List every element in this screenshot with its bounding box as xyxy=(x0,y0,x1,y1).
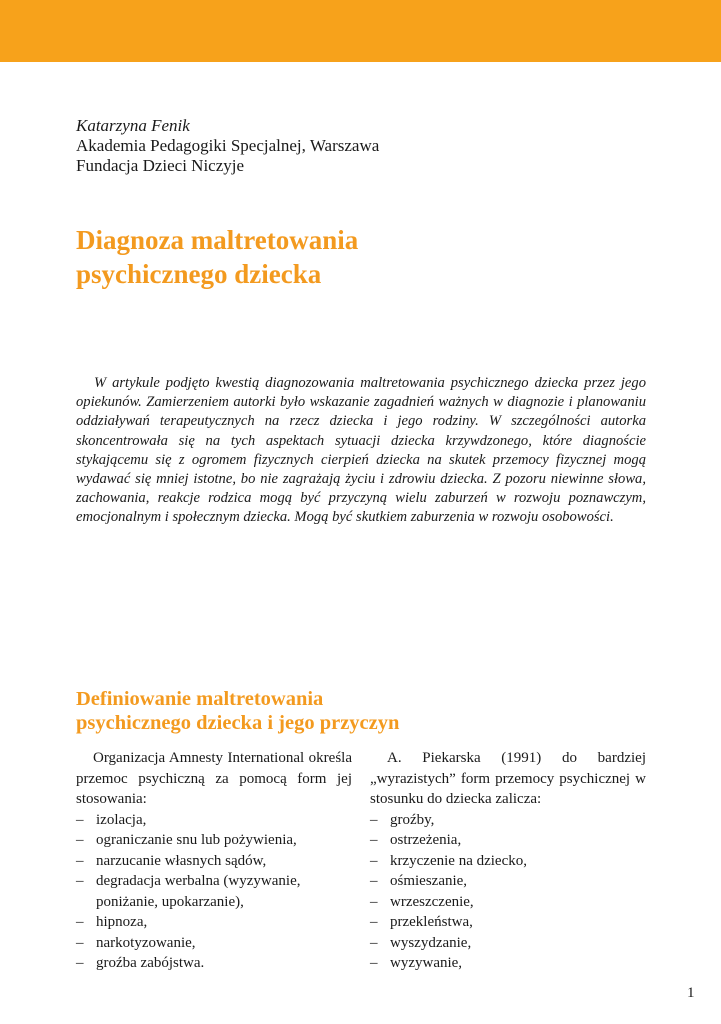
right-column-intro: A. Piekarska (1991) do bardziej „wyrazistych” form przemocy psychicznej w stosunku do dziecka zalicza: xyxy=(370,750,646,807)
list-item: – groźba zabójstwa. xyxy=(76,953,352,974)
author-affiliation-academy: Akademia Pedagogiki Specjalnej, Warszawa xyxy=(76,136,380,155)
list-item: – narzucanie własnych sądów, xyxy=(76,851,352,872)
right-column xyxy=(370,748,646,974)
article-title-line-1: Diagnoza maltretowania xyxy=(76,225,359,255)
author-affiliation-foundation: Fundacja Dzieci Niczyje xyxy=(76,156,245,175)
left-column-list xyxy=(76,810,352,974)
header-color-bar xyxy=(0,0,721,62)
abstract-paragraph: W artykule podjęto kwestią diagnozowania maltretowania psychicznego dziecka przez jego opiekunów. Zamierzeniem autorki było wskazanie zagadnień ważnych w diagnozie i planowaniu oddziaływań terapeutycznych na rzecz dziecka i jego rodziny. W szczególności autorka skoncentrowała się na tych aspektach sytuacji dziecka krzywdzonego, które diagnoście stykającemu się z ogromem fizycznych cierpień dziecka na skutek przemocy fizycznej mogą wydawać się mniej istotne, bo nie zagrażają życiu i zdrowiu dziecka. Z pozoru niewinne słowa, zachowania, reakcje rodzica mogą być przyczyną wielu zaburzeń w rozwoju poznawczym, emocjonalnym i społecznym dziecka. Mogą być skutkiem zaburzenia w rozwoju osobowości. xyxy=(76,375,646,526)
list-item: – wrzeszczenie, xyxy=(370,892,646,913)
section-heading-line-1: Definiowanie maltretowania xyxy=(76,688,324,710)
section-heading-line-2: psychicznego dziecka i jego przyczyn xyxy=(76,712,400,734)
page-number: 1 xyxy=(687,985,695,1001)
list-item: – groźby, xyxy=(370,810,646,831)
list-item: – izolacja, xyxy=(76,810,352,831)
section-heading xyxy=(76,687,399,735)
author-name: Katarzyna Fenik xyxy=(76,116,190,135)
article-title xyxy=(76,223,358,291)
list-item: – ostrzeżenia, xyxy=(370,830,646,851)
list-item: – narkotyzowanie, xyxy=(76,933,352,954)
list-item: – przekleństwa, xyxy=(370,912,646,933)
list-item: – wyzywanie, xyxy=(370,953,646,974)
left-column xyxy=(76,748,352,974)
list-item: – krzyczenie na dziecko, xyxy=(370,851,646,872)
author-block xyxy=(76,116,379,176)
list-item: – wyszydzanie, xyxy=(370,933,646,954)
list-item: – degradacja werbalna (wyzywanie, poniżanie, upokarzanie), xyxy=(76,871,352,912)
list-item: – ośmieszanie, xyxy=(370,871,646,892)
list-item: – hipnoza, xyxy=(76,912,352,933)
right-column-list xyxy=(370,810,646,974)
list-item: – ograniczanie snu lub pożywienia, xyxy=(76,830,352,851)
left-column-intro: Organizacja Amnesty International określa przemoc psychiczną za pomocą form jej stosowania: xyxy=(76,750,352,807)
article-title-line-2: psychicznego dziecka xyxy=(76,259,322,289)
